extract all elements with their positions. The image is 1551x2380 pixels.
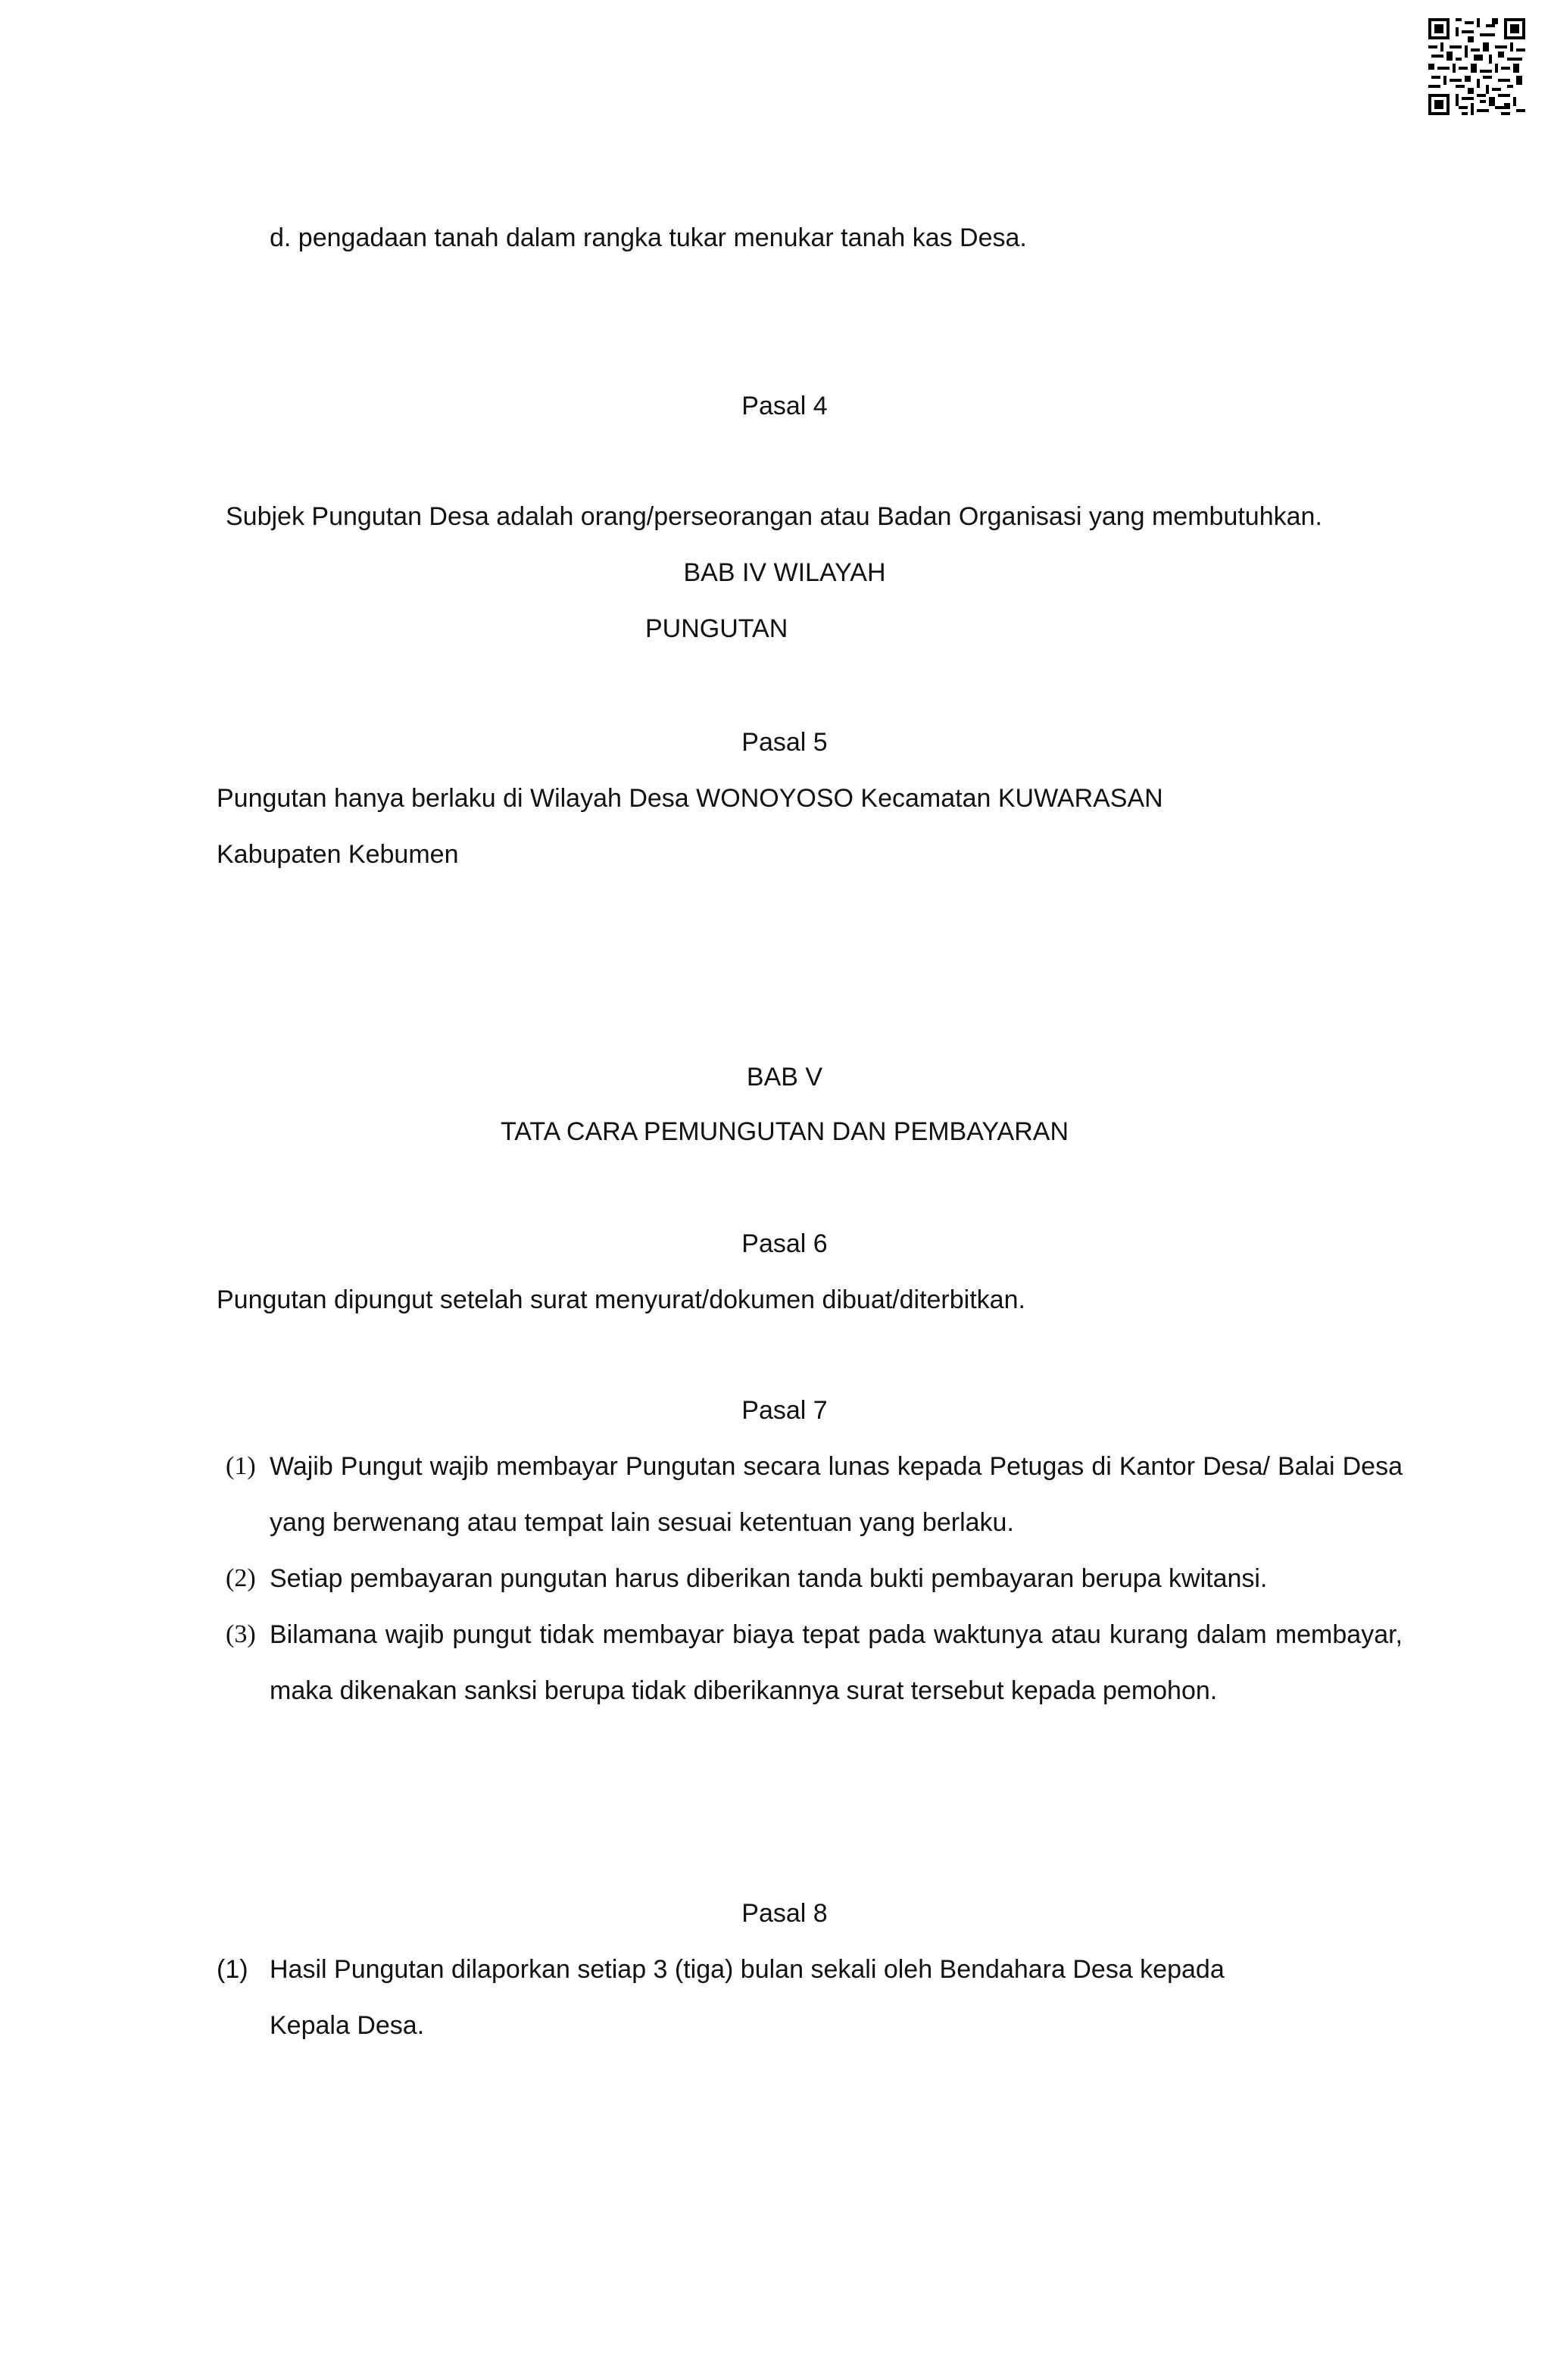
pasal-6-text: Pungutan dipungut setelah surat menyurat/dokumen dibuat/diterbitkan. <box>217 1285 1025 1314</box>
pasal-7-item-2-number: (2) <box>226 1564 256 1592</box>
pasal-7-item-1-number: (1) <box>226 1452 256 1480</box>
pasal-8-item-1-line-1: Hasil Pungutan dilaporkan setiap 3 (tiga) bulan sekali oleh Bendahara Desa kepada <box>270 1955 1225 1984</box>
pasal-8-item-1-line-2: Kepala Desa. <box>270 2011 425 2040</box>
pasal-7-item-2-text: Setiap pembayaran pungutan harus diberikan tanda bukti pembayaran berupa kwitansi. <box>270 1564 1268 1593</box>
bab-4-title: BAB IV WILAYAH <box>683 558 886 587</box>
bab-4-subtitle: PUNGUTAN <box>645 614 788 643</box>
bab-5-subtitle: TATA CARA PEMUNGUTAN DAN PEMBAYARAN <box>501 1117 1069 1146</box>
pasal-5-line-1: Pungutan hanya berlaku di Wilayah Desa WONOYOSO Kecamatan KUWARASAN <box>217 784 1163 813</box>
pasal-7-item-3-text: Bilamana wajib pungut tidak membayar biaya tepat pada waktunya atau kurang dalam membayar, maka dikenakan sanksi berupa tidak diberikannya surat tersebut kepada pemohon. <box>270 1620 1403 1705</box>
pasal-7-item-1-text: Wajib Pungut wajib membayar Pungutan secara lunas kepada Petugas di Kantor Desa/ Balai Desa yang berwenang atau tempat lain sesuai ketentuan yang berlaku. <box>270 1452 1403 1537</box>
pasal-4-heading: Pasal 4 <box>741 392 828 420</box>
item-d: d. pengadaan tanah dalam rangka tukar menukar tanah kas Desa. <box>270 223 1027 252</box>
pasal-8-heading: Pasal 8 <box>741 1899 828 1928</box>
pasal-5-heading: Pasal 5 <box>741 728 828 757</box>
pasal-5-line-2: Kabupaten Kebumen <box>217 840 459 869</box>
pasal-4-text: Subjek Pungutan Desa adalah orang/perseorangan atau Badan Organisasi yang membutuhkan. <box>226 502 1322 531</box>
pasal-7-item-3-number: (3) <box>226 1620 256 1648</box>
bab-5-title: BAB V <box>746 1063 823 1092</box>
pasal-7-heading: Pasal 7 <box>741 1396 828 1425</box>
qr-code-icon <box>1428 18 1525 115</box>
pasal-8-item-1-number: (1) <box>217 1955 248 1984</box>
pasal-6-heading: Pasal 6 <box>741 1229 828 1258</box>
